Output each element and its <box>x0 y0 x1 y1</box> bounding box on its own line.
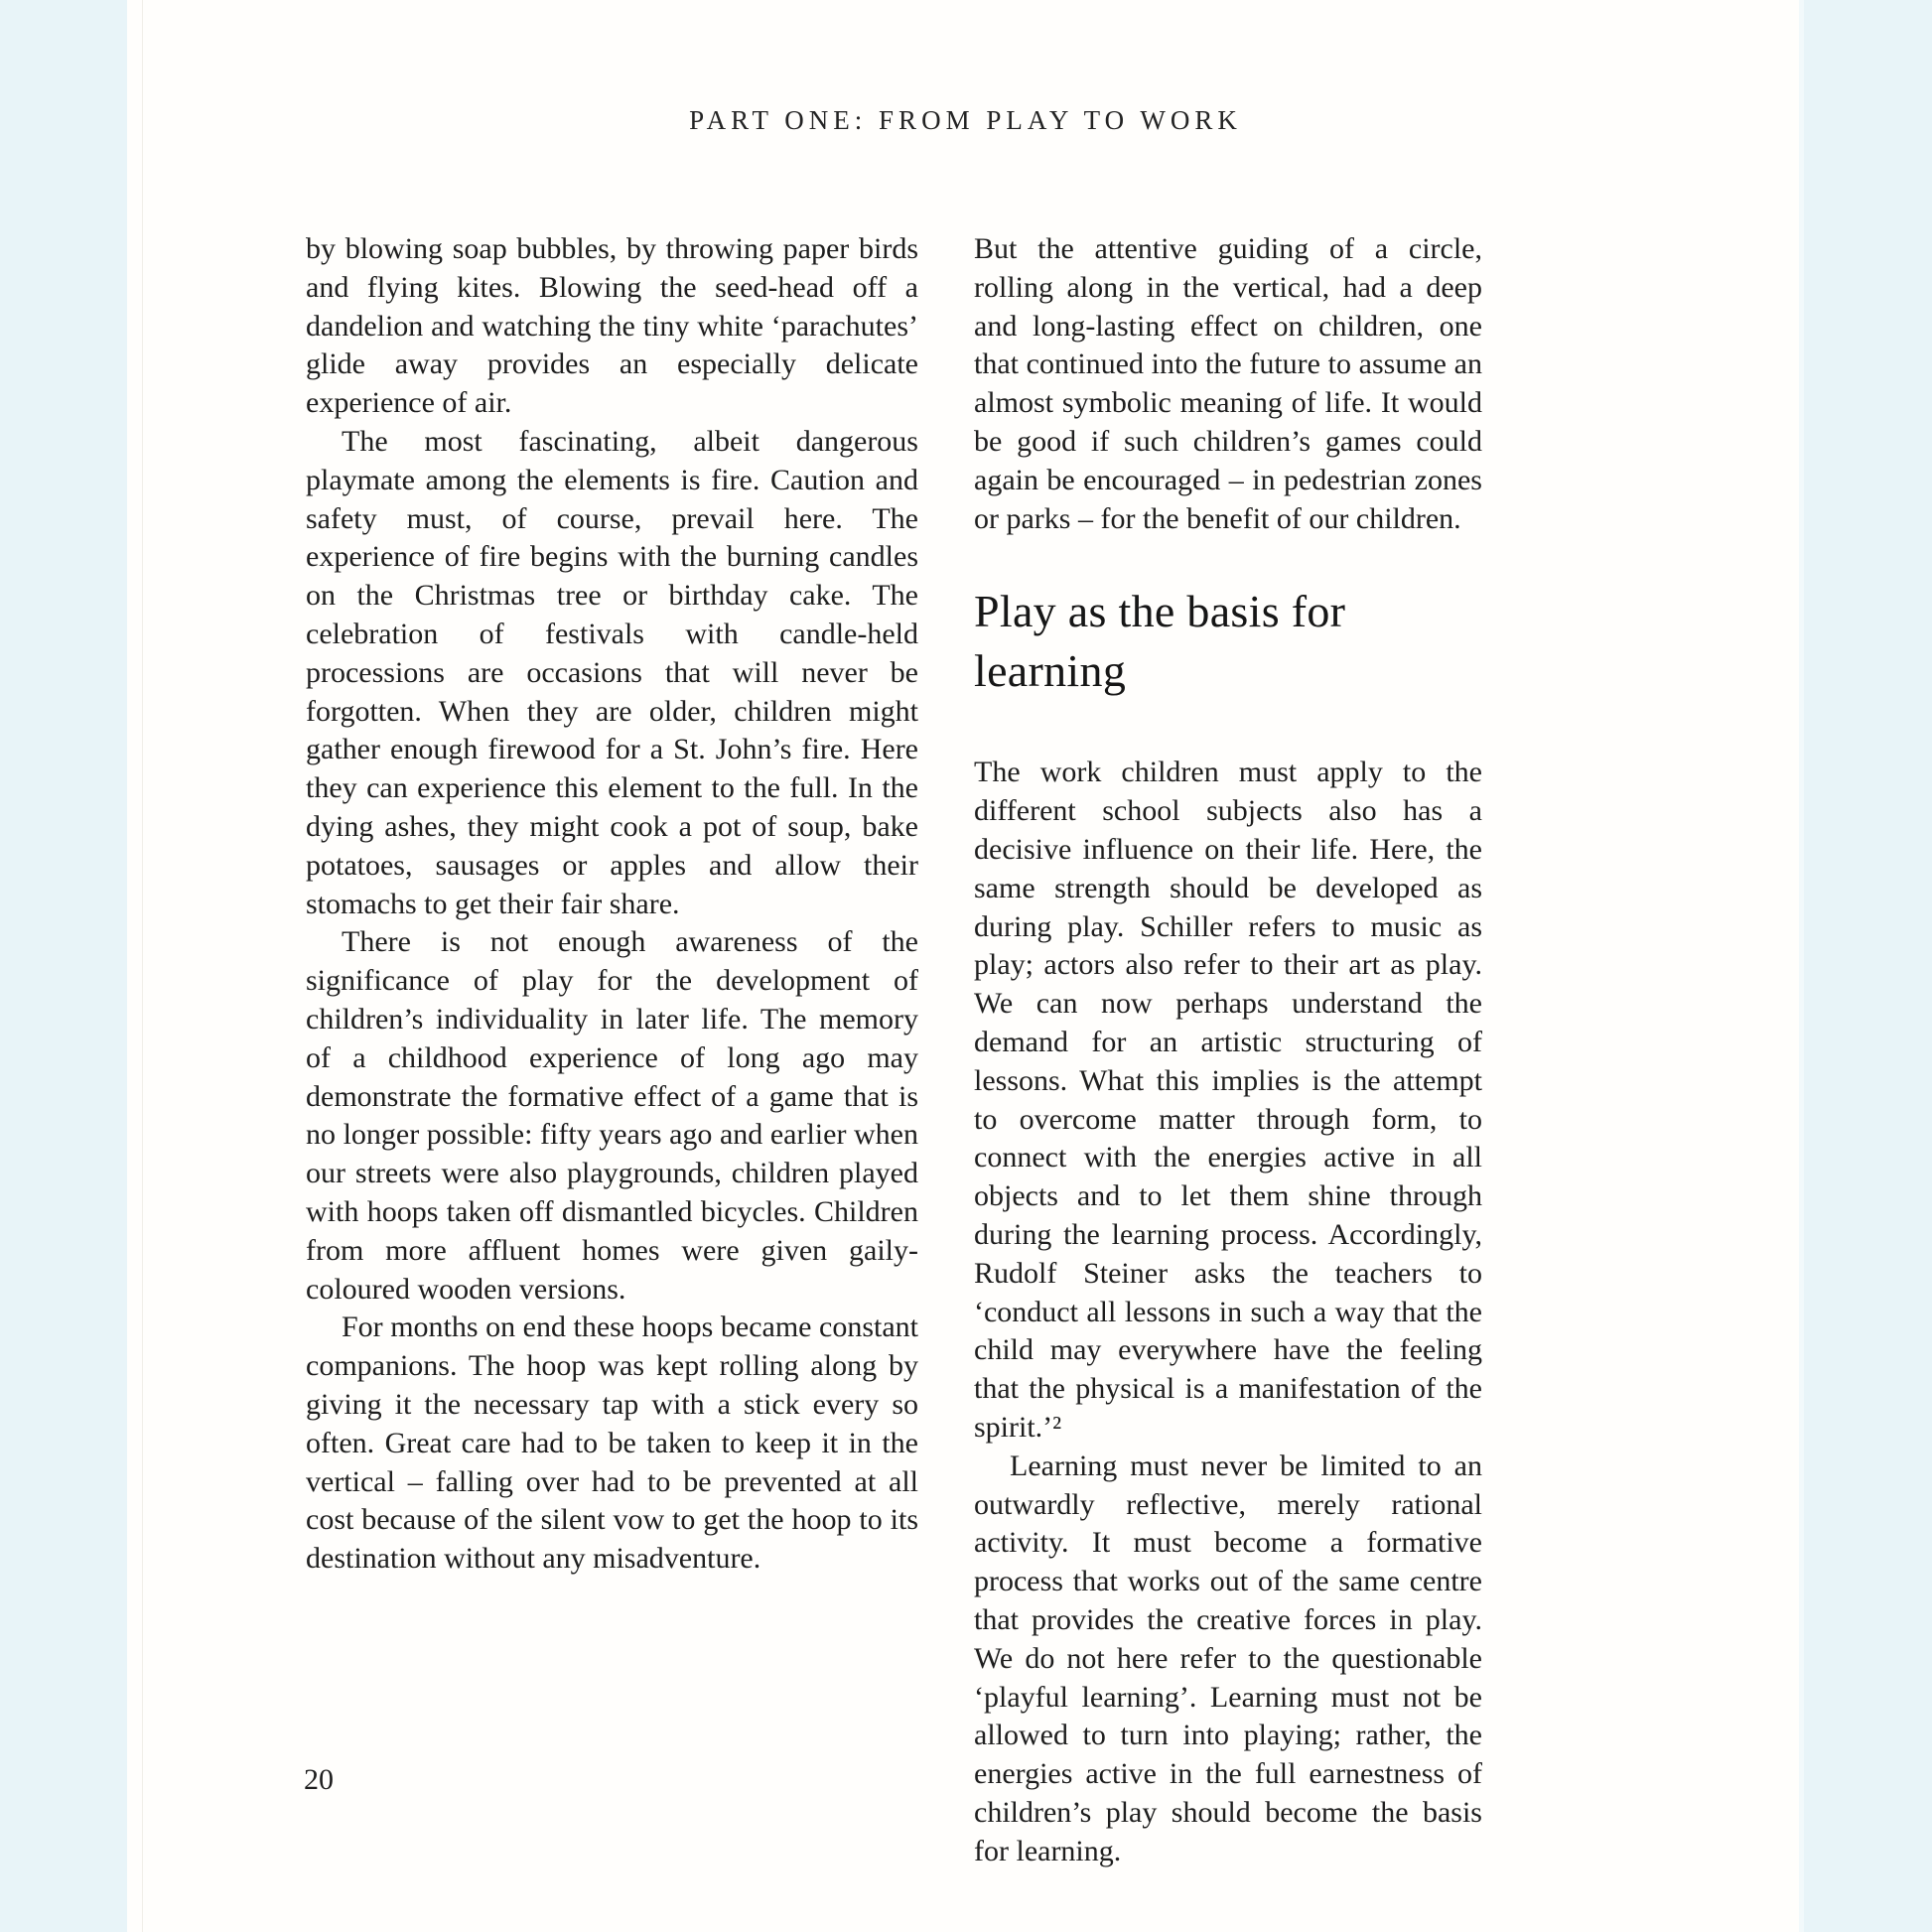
page-number: 20 <box>304 1763 334 1796</box>
right-text-column <box>974 230 1482 1870</box>
body-paragraph: Learning must never be limited to an outwardly reflective, merely rational activity. It must become a formative process that works out of the same centre that provides the creative forces in play. We do not here refer to the questionable ‘playful learning’. Learning must not be allowed to turn into playing; rather, the energies active in the full earnestness of children’s play should become the basis for learning. <box>974 1449 1482 1867</box>
body-paragraph: The work children must apply to the different school subjects also has a decisive influence on their life. Here, the same strength should be developed as during play. Schiller refers to music as play; actors also refer to their art as play. We can now perhaps understand the demand for an artistic structuring of lessons. What this implies is the attempt to overcome matter through form, to connect with the energies active in all objects and to let them shine through during the learning process. Accordingly, Rudolf Steiner asks the teachers to ‘conduct all lessons in such a way that the child may everywhere have the feeling that the physical is a manifestation of the spirit.’² <box>974 756 1482 1444</box>
text-columns <box>306 230 1482 1870</box>
page-edge-shadow <box>142 0 143 1932</box>
left-scan-margin <box>0 0 127 1932</box>
body-paragraph: by blowing soap bubbles, by throwing paper birds and flying kites. Blowing the seed-head off a dandelion and watching the tiny white ‘parachutes’ glide away provides an especially delicate experience of air. <box>306 232 918 420</box>
left-text-column <box>306 230 918 1870</box>
right-scan-margin <box>1799 0 1932 1932</box>
body-paragraph: There is not enough awareness of the significance of play for the development of children’s individuality in later life. The memory of a childhood experience of long ago may demonstrate the formative effect of a game that is no longer possible: fifty years ago and earlier when our streets were also playgrounds, children played with hoops taken off dismantled bicycles. Children from more affluent homes were given gaily-coloured wooden versions. <box>306 925 918 1306</box>
section-heading: Play as the basis for learning <box>974 586 1346 697</box>
running-header: PART ONE: FROM PLAY TO WORK <box>689 105 1242 135</box>
body-paragraph: But the attentive guiding of a circle, rolling along in the vertical, had a deep and long-lasting effect on children, one that continued into the future to assume an almost symbolic meaning of life. It would be good if such children’s games could again be encouraged – in pedestrian zones or parks – for the benefit of our children. <box>974 232 1482 535</box>
body-paragraph: For months on end these hoops became constant companions. The hoop was kept rolling along by giving it the necessary tap with a stick every so often. Great care had to be taken to keep it in the vertical – falling over had to be prevented at all cost because of the silent vow to get the hoop to its destination without any misadventure. <box>306 1311 918 1576</box>
body-paragraph: The most fascinating, albeit dangerous playmate among the elements is fire. Caution and safety must, of course, prevail here. The experience of fire begins with the burning candles on the Christmas tree or birthday cake. The celebration of festivals with candle-held processions are occasions that will never be forgotten. When they are older, children might gather enough firewood for a St. John’s fire. Here they can experience this element to the full. In the dying ashes, they might cook a pot of soup, bake potatoes, sausages or apples and allow their stomachs to get their fair share. <box>306 424 918 920</box>
